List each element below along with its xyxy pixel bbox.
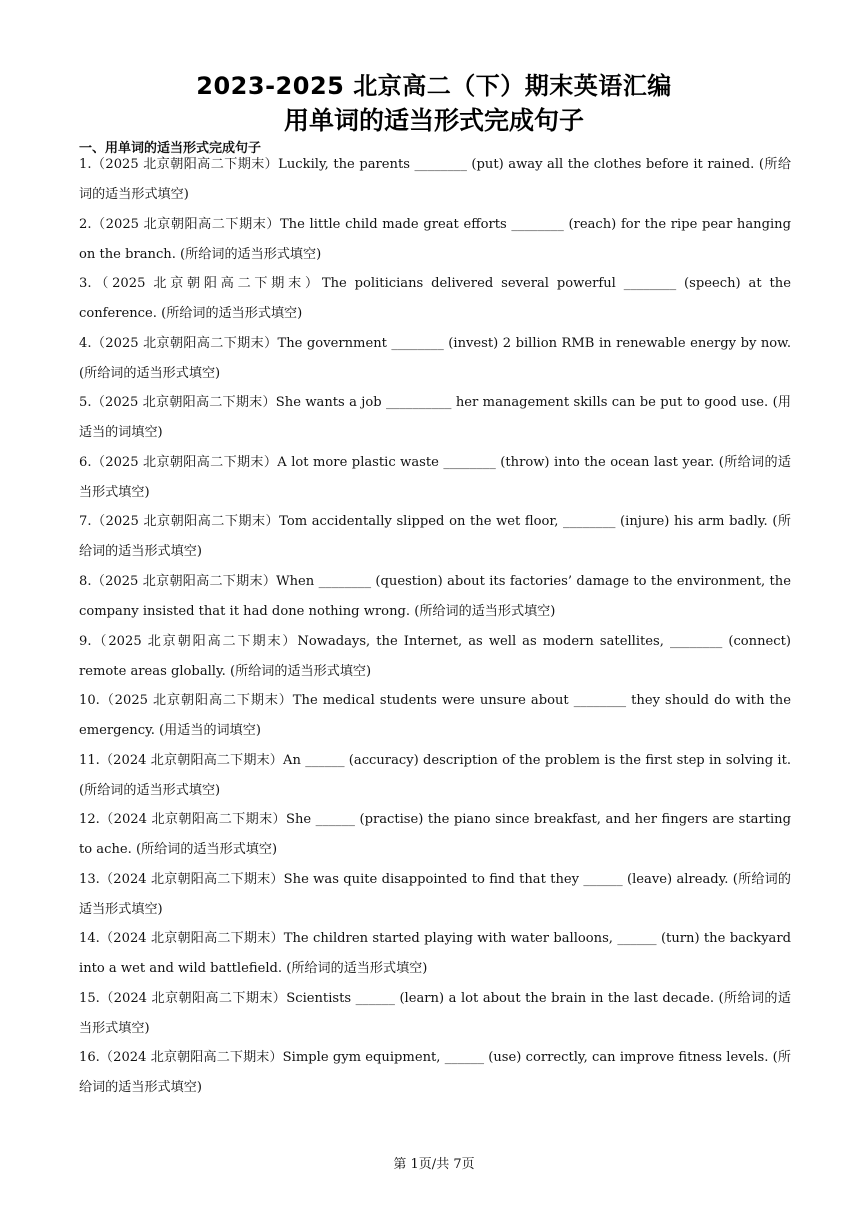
question-item: 14.（2024 北京朝阳高二下期末）The children started playing with water balloons, ______ (turn) the backyard into a wet and wild battlefield. (所给词的适当形式填空) (79, 931, 791, 976)
question-item: 1.（2025 北京朝阳高二下期末）Luckily, the parents ________ (put) away all the clothes before it rained. (所给词的适当形式填空) (79, 157, 791, 202)
section-heading: 一、用单词的适当形式完成句子 (79, 141, 262, 156)
question-item: 11.（2024 北京朝阳高二下期末）An ______ (accuracy) description of the problem is the first step in solving it. (所给词的适当形式填空) (79, 753, 791, 798)
question-item: 4.（2025 北京朝阳高二下期末）The government ________ (invest) 2 billion RMB in renewable energy by now. (所给词的适当形式填空) (79, 336, 791, 381)
question-item: 15.（2024 北京朝阳高二下期末）Scientists ______ (learn) a lot about the brain in the last decade. (所给词的适当形式填空) (79, 991, 791, 1036)
page-number: 第 1页/共 7页 (393, 1157, 475, 1172)
question-item: 9.（2025 北京朝阳高二下期末）Nowadays, the Internet, as well as modern satellites, ________ (connect) remote areas globally. (所给词的适当形式填空) (79, 634, 791, 679)
question-item: 12.（2024 北京朝阳高二下期末）She ______ (practise) the piano since breakfast, and her fingers are starting to ache. (所给词的适当形式填空) (79, 812, 791, 857)
question-item: 16.（2024 北京朝阳高二下期末）Simple gym equipment, ______ (use) correctly, can improve fitness levels. (所给词的适当形式填空) (79, 1050, 791, 1095)
question-item: 10.（2025 北京朝阳高二下期末）The medical students were unsure about ________ they should do with the emergency. (用适当的词填空) (79, 693, 791, 738)
question-item: 3.（2025 北京朝阳高二下期末）The politicians delivered several powerful ________ (speech) at the conference. (所给词的适当形式填空) (79, 276, 791, 321)
question-item: 8.（2025 北京朝阳高二下期末）When ________ (question) about its factories’ damage to the environment, the company insisted that it had done nothing wrong. (所给词的适当形式填空) (79, 574, 791, 619)
document-title: 2023-2025 北京高二（下）期末英语汇编 (196, 72, 672, 100)
question-item: 6.（2025 北京朝阳高二下期末）A lot more plastic waste ________ (throw) into the ocean last year. (所给词的适当形式填空) (79, 455, 791, 500)
document-subtitle: 用单词的适当形式完成句子 (283, 106, 584, 135)
question-item: 2.（2025 北京朝阳高二下期末）The little child made great efforts ________ (reach) for the ripe pear hanging on the branch. (所给词的适当形式填空) (79, 217, 791, 262)
question-item: 13.（2024 北京朝阳高二下期末）She was quite disappointed to find that they ______ (leave) already. (所给词的适当形式填空) (79, 872, 791, 917)
question-item: 5.（2025 北京朝阳高二下期末）She wants a job __________ her management skills can be put to good use. (用适当的词填空) (79, 395, 791, 440)
question-item: 7.（2025 北京朝阳高二下期末）Tom accidentally slipped on the wet floor, ________ (injure) his arm badly. (所给词的适当形式填空) (79, 514, 791, 559)
